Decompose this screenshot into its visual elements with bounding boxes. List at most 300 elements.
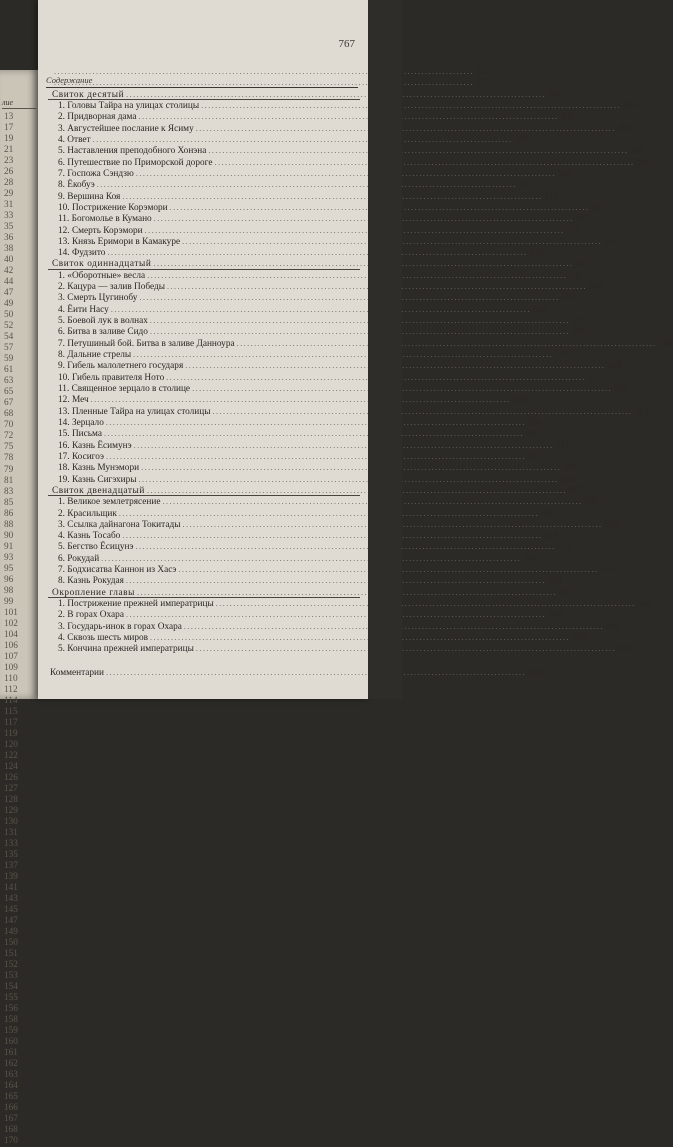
toc-entry [58,643,632,655]
toc-entry-title: 2. Красильщик [58,508,117,519]
toc-entry [58,519,619,530]
toc-entry [58,202,606,213]
left-page-number: 68 [4,409,14,420]
left-page-number: 104 [4,629,18,640]
toc-leader-dots [136,169,556,179]
toc-leader-dots [139,475,559,485]
left-page-number: 83 [4,486,14,497]
toc-entry [58,372,603,383]
toc-entry-title: 13. Князь Еримори в Камакуре [58,236,181,247]
toc-entry-page: 553 [561,293,576,304]
left-page-number: 112 [4,684,18,695]
left-page-number: 47 [4,288,14,299]
left-page-number: 163 [4,1070,18,1081]
toc-entry-page: 500 [630,146,645,157]
toc-entry-title: 1. Великое землетрясение [58,497,161,508]
toc-leader-dots [97,180,517,190]
left-page-number: 149 [4,927,18,938]
toc-entry-page: 622 [557,542,572,553]
toc-entry [58,474,575,485]
toc-entry [58,553,538,564]
left-page-number: 96 [4,574,14,585]
book-page [38,0,673,699]
left-page-number: 98 [4,585,14,596]
toc-entry-title: 3. Ссылка дайнагона Токитады [58,519,181,530]
left-page-number: 54 [4,332,14,343]
left-page-number: 127 [4,783,18,794]
toc-entry-title: 2. В горах Охара [58,610,124,621]
toc-leader-dots [122,192,542,202]
toc-entry-title: 19. Казнь Сигэхиры [58,474,137,485]
toc-leader-dots [139,293,559,303]
toc-entry-title: 17. Косигоэ [58,451,104,462]
toc-entry [58,609,562,621]
toc-entry [58,338,673,349]
left-page-number: 50 [4,310,14,321]
toc-leader-dots [126,90,546,100]
toc-entry-page: 631 [600,565,615,576]
left-page-number: 153 [4,971,18,982]
left-page-number: 139 [4,872,18,883]
left-page-number: 159 [4,1026,18,1037]
toc-entry-page: 656 [572,633,586,643]
toc-entry-title: 9. Вершина Коя [58,191,121,202]
left-page-number: 81 [4,475,14,486]
toc-entry [58,191,559,202]
toc-entry [58,304,547,315]
toc-entry-page: 510 [557,168,572,179]
left-page-number: 102 [4,618,18,629]
toc-entry-page: 537 [604,236,619,247]
left-page-number: 143 [4,894,18,905]
toc-entry [58,632,586,643]
toc-section-heading [52,485,583,496]
toc-leader-dots [135,542,555,552]
left-page-number: 166 [4,1103,18,1114]
toc-entry-page: 610 [540,508,555,519]
left-page-number: 160 [4,1037,18,1048]
toc-leader-dots [214,158,634,168]
left-page-number: 122 [4,750,18,761]
left-page-numbers [4,112,18,1147]
toc-leader-dots [150,327,570,337]
toc-entry [58,179,533,191]
toc-section-heading [52,89,563,100]
toc-entry-page: 595 [528,451,542,462]
toc-entry-title: 6. Битва в заливе Сидо [58,327,148,338]
toc-entry-page: 583 [634,406,649,417]
toc-entry-title: 4. Сквозь шесть миров [58,633,149,643]
toc-entry-title: Свиток одиннадцатый [52,259,152,270]
left-page-rule [2,108,36,109]
toc-entry-title: 3. Августейшее послание к Ясиму [58,123,194,134]
toc-entry-title: 15. Письма [58,429,102,440]
left-page-number: 52 [4,321,14,332]
left-page-number: 29 [4,189,14,200]
toc-entry-page: 646 [547,610,562,621]
toc-entry [58,270,584,281]
toc-entry-title: 1. «Оборотные» весла [58,270,146,281]
left-page-number: 72 [4,431,14,442]
left-page-number: 49 [4,299,14,310]
left-page-number: 21 [4,145,14,156]
toc-entry-title: 3. Государь-инок в горах Охара [58,621,182,632]
toc-entry-title: 6. Рокудай [58,553,100,564]
left-page-number: 28 [4,178,14,189]
toc-entry-page: 612 [604,519,619,530]
toc-entry-title: 7. Госпожа Сэндзю [58,168,134,179]
page-number: 767 [338,38,355,50]
toc-entry-title: 2. Кацура — залив Победы [58,282,166,293]
toc-entry-page: 556 [532,304,547,315]
toc-entry-title: 2. Придворная дама [58,112,137,123]
left-page-number: 61 [4,365,14,376]
toc-entry-title: 11. Богомолье в Кумано [58,214,152,225]
toc-leader-dots [104,429,524,439]
toc-leader-dots [111,305,531,315]
left-page-number: 33 [4,211,14,222]
left-page-number: 86 [4,508,14,519]
left-page-number: 130 [4,817,18,827]
toc-entry-title: 8. Ёкобуэ [58,180,95,191]
left-page-number: 35 [4,222,14,233]
left-page-number: 95 [4,563,14,574]
toc-entry-page: 545 [569,270,584,281]
left-page-number: 170 [4,1136,18,1147]
toc-entry-page: 664 [527,667,542,678]
toc-entry [58,564,615,576]
left-page-number: 164 [4,1081,18,1092]
toc-entry-page: 586 [527,417,542,428]
toc-entry [58,541,572,553]
toc-entry-page: 517 [544,191,559,202]
left-page-number: 114 [4,695,18,706]
left-page-number: 124 [4,761,18,772]
left-page-number: 38 [4,244,14,255]
toc-entry-page: 486 [623,101,638,111]
left-page-number: 109 [4,662,18,673]
toc-leader-dots [153,259,573,269]
left-page-number: 137 [4,861,18,872]
toc-entry-page: 638 [547,576,562,587]
toc-leader-dots [192,384,612,394]
left-page-number: 141 [4,883,18,894]
toc-leader-dots [119,509,539,519]
toc-entry-title: 5. Бегство Ёсицунэ [58,542,134,553]
toc-entry-page: 495 [514,134,529,145]
toc-entry-title: 1. Головы Тайра на улицах столицы [58,101,200,111]
left-page-number: 145 [4,905,18,916]
toc-entry-page: 491 [617,123,632,134]
toc-entry-title: 5. Наставления преподобного Хонэна [58,146,207,157]
left-page-number: 147 [4,916,18,927]
toc-entry-title: 8. Казнь Рокудая [58,576,124,587]
toc-entry [58,349,570,360]
toc-leader-dots [107,248,527,258]
left-page-number: 150 [4,938,18,949]
toc-leader-dots [237,339,657,349]
toc-leader-dots [150,316,570,326]
toc-entry-title: 14. Зерцало [58,417,104,428]
toc-entry [58,213,590,225]
toc-leader-dots [54,67,474,77]
left-page-number: 117 [4,717,18,728]
toc-entry [58,326,586,338]
left-page-number: 99 [4,596,14,607]
left-page-number: 17 [4,123,14,134]
toc-entry [58,530,559,542]
left-page-number: 154 [4,982,18,993]
left-page-number: 91 [4,541,14,552]
left-page-number: 90 [4,530,14,541]
toc-entry-page: 580 [512,395,527,406]
left-page-number: 31 [4,200,14,211]
left-page-number: 78 [4,453,14,464]
toc-entry-page: 577 [614,384,629,394]
toc-entry-page: 564 [658,338,673,349]
toc-leader-dots [147,271,567,281]
toc-entry-title: 4. Ёити Насу [58,304,109,315]
toc-leader-dots [126,610,546,620]
left-page-number: 126 [4,772,18,783]
toc-entry-page: 616 [544,531,559,542]
left-page-number: 131 [4,828,18,839]
toc-entry-page: 607 [568,485,583,496]
left-page-number: 59 [4,354,14,365]
toc-entry [58,462,578,474]
toc-entry [58,145,645,157]
toc-entry-title: 13. Пленные Тайра на улицах столицы [58,406,211,417]
toc-leader-dots [139,112,559,122]
toc-leader-dots [196,644,616,654]
left-page-number: 40 [4,255,14,266]
toc-entry-page: 599 [563,463,578,474]
left-page-number: 23 [4,156,14,167]
toc-entry-title: 7. Петушиный бой. Битва в заливе Данноура [58,338,235,349]
toc-entry-page: 523 [575,214,590,225]
toc-entry-page: 602 [560,474,575,485]
toc-leader-dots [137,588,557,598]
left-page-number: 155 [4,993,18,1004]
toc-entry-title: 5. Кончина прежней императрицы [58,644,194,655]
toc-entry-title: 5. Боевой лук в волнах [58,316,148,326]
toc-entry-page: 550 [589,282,603,293]
left-page-number: 158 [4,1015,18,1026]
toc-entry-title: 4. Казнь Тосабо [58,531,121,542]
toc-leader-dots [213,407,633,417]
left-page-number: 156 [4,1004,18,1015]
toc-entry-title: 11. Священное зерцало в столице [58,384,191,394]
toc-entry-page: 541 [575,259,590,270]
left-page-number: 13 [4,112,14,122]
toc-entry [58,168,572,179]
toc-entry [58,360,622,372]
toc-entry [58,281,603,293]
toc-entry-title: 7. Бодхисатва Каннон из Хасэ [58,565,177,576]
toc-entry-page: 643 [637,599,652,609]
left-page-number: 67 [4,398,14,409]
left-page-number: 120 [4,739,18,750]
toc-leader-dots [141,463,561,473]
toc-entry-title: Окропление главы [52,587,136,598]
toc-comments-entry [50,667,542,678]
toc-entry [58,575,562,587]
left-page-number: 107 [4,651,18,662]
toc-entry [58,440,570,451]
left-page-number: 162 [4,1059,18,1070]
toc-entry [58,508,555,519]
toc-entry [58,406,649,417]
toc-entry-page: 561 [571,327,586,338]
toc-leader-dots [106,668,526,678]
toc-entry [58,428,540,440]
left-page-number: 167 [4,1114,18,1125]
toc-entry-page: 529 [566,225,581,236]
toc-entry-page: 537 [529,248,544,259]
toc-entry-page: 609 [584,497,599,508]
left-page-number: 161 [4,1048,18,1059]
left-page-number: 135 [4,850,18,861]
toc-leader-dots [147,486,567,496]
toc-entry-page: 661 [617,644,632,655]
left-page-number: 106 [4,640,18,651]
left-page-number: 133 [4,839,18,850]
left-page-number: 19 [4,134,14,145]
running-head: Содержание [46,75,93,85]
left-page-number: 151 [4,949,18,960]
toc-entry-page: 477 [476,67,490,77]
left-page-number: 26 [4,167,14,178]
toc-entry-title: 9. Гибель малолетнего государя [58,361,184,372]
toc-leader-dots [126,576,546,586]
toc-leader-dots [201,101,621,111]
toc-entry [58,383,629,394]
toc-entry-title: 10. Гибель правителя Ното [58,372,165,383]
toc-leader-dots [106,452,526,462]
toc-entry-title: 12. Меч [58,395,89,406]
toc-entry [58,111,575,123]
toc-entry-title: 4. Ответ [58,134,91,145]
toc-entry [58,123,632,134]
toc-entry-title: 1. Пострижение прежней императрицы [58,599,214,609]
toc-entry [58,236,619,247]
left-page-number: 119 [4,728,18,739]
toc-leader-dots [54,78,474,88]
left-page-number: 44 [4,277,14,288]
toc-entry-title: 12. Смерть Корэмори [58,225,143,236]
toc-entry [58,621,620,632]
toc-entry [58,394,527,406]
toc-entry [58,598,652,609]
toc-entry [58,134,529,145]
left-page-edge [0,70,40,1147]
left-page-label: лие [2,98,14,107]
left-page-number: 85 [4,497,14,508]
toc-leader-dots [122,531,542,541]
toc-leader-dots [216,599,636,609]
toc-entry-page: 477 [476,78,490,89]
toc-leader-dots [91,395,511,405]
toc-entry-title: 6. Путешествие по Приморской дороге [58,157,213,168]
toc-entry-title: 10. Пострижение Корэмори [58,202,168,213]
toc-leader-dots [196,124,616,134]
toc-leader-dots [101,554,521,564]
toc-entry [58,100,638,111]
toc-entry [58,451,542,462]
toc-entry [58,157,651,168]
toc-entry [52,77,490,89]
left-page-number: 79 [4,464,14,475]
toc-section-heading [52,258,590,270]
toc-entry-title: 3. Смерть Цугинобу [58,293,138,304]
left-page-number: 70 [4,420,14,431]
toc-entry-page: 631 [523,553,538,564]
toc-entry-page: 487 [560,112,575,123]
toc-leader-dots [208,146,628,156]
toc-entry-title: 8. Дальние стрелы [58,350,132,360]
toc-section-heading [52,587,573,598]
toc-entry-page: 512 [518,180,533,191]
toc-entry-title: 16. Казнь Ёсимунэ [58,440,132,451]
toc-entry-title: Комментарии [50,667,104,678]
toc-entry-page: 569 [607,361,622,372]
toc-leader-dots [150,633,570,643]
toc-entry [58,496,599,508]
left-page-number: 101 [4,607,18,618]
toc-leader-dots [93,135,513,145]
toc-entry-page: 643 [559,587,573,598]
toc-leader-dots [145,226,565,236]
left-page-number: 75 [4,442,14,453]
toc-entry [58,292,576,304]
desk-background-right [368,0,402,699]
toc-entry-title: 18. Казнь Мунэмори [58,463,140,474]
left-page-number: 110 [4,673,18,684]
toc-leader-dots [134,441,554,451]
toc-entry [58,315,586,326]
toc-leader-dots [106,418,526,428]
left-page-number: 63 [4,376,14,387]
toc-entry-title: Свиток двенадцатый [52,485,145,496]
toc-entry-page: 649 [605,621,620,632]
toc-entry-title: 14. Фудзито [58,248,106,259]
left-page-number: 65 [4,387,14,398]
toc-entry-page: 587 [525,429,540,440]
toc-entry [58,247,544,259]
toc-entry [58,417,542,428]
toc-entry-page: 519 [591,202,606,213]
left-page-number: 128 [4,794,18,805]
toc-entry-title: Свиток десятый [52,89,125,100]
left-page-number: 165 [4,1092,18,1103]
left-page-number: 93 [4,552,14,563]
toc-entry-page: 573 [588,372,603,383]
toc-leader-dots [154,214,574,224]
toc-entry [52,66,490,77]
toc-entry-page: 591 [555,440,570,451]
left-page-number: 152 [4,960,18,971]
left-page-number: 168 [4,1125,18,1136]
toc-leader-dots [133,350,553,360]
toc-entry [58,225,581,236]
left-page-number: 129 [4,805,18,816]
left-page-number: 88 [4,519,14,530]
left-page-number: 115 [4,706,18,717]
toc-entry-page: 567 [555,350,570,360]
left-page-number: 36 [4,233,14,244]
left-page-number: 42 [4,266,14,277]
toc-entry-page: 481 [548,89,563,100]
